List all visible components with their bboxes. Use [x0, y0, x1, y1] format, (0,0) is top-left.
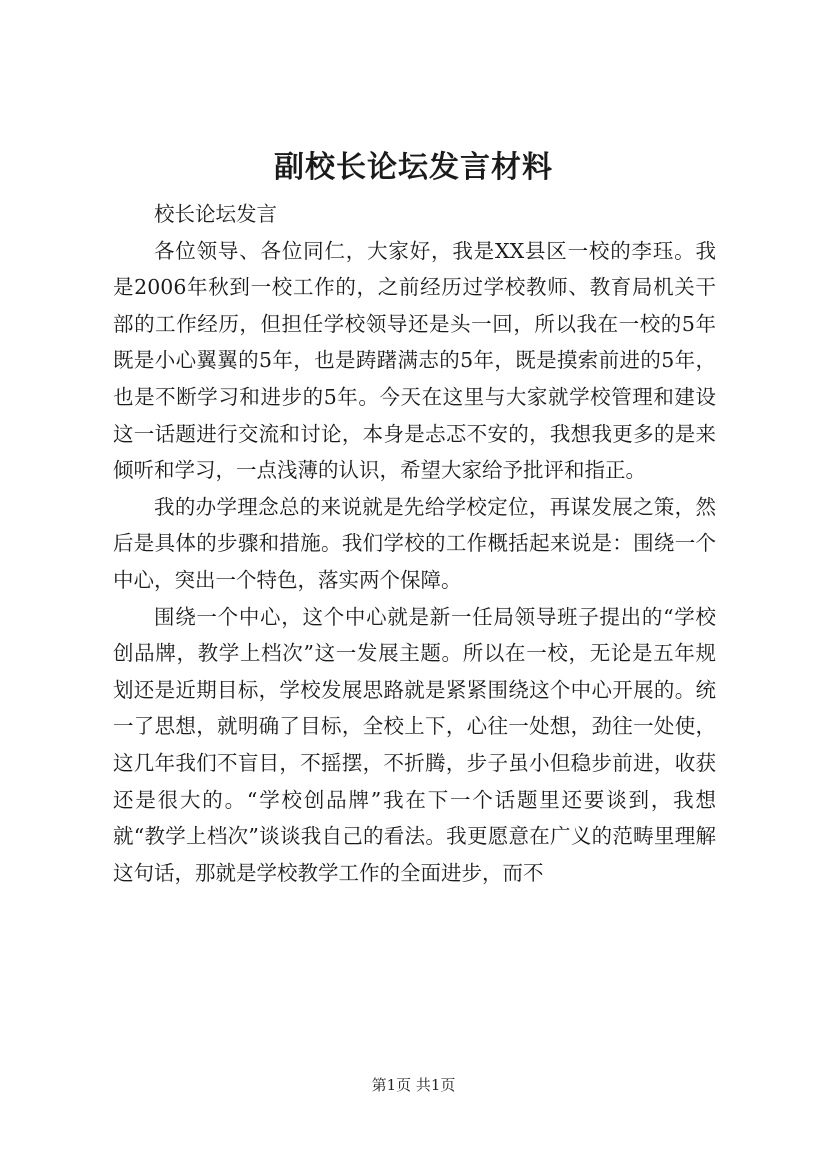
document-title: 副校长论坛发言材料 [274, 150, 553, 185]
paragraph: 围绕一个中心，这个中心就是新一任局领导班子提出的“学校创品牌，教学上档次”这一发展主题。所以在一校，无论是五年规划还是近期目标，学校发展思路就是紧紧围绕这个中心开展的。统一了思想，就明确了目标，全校上下，心往一处想，劲往一处使，这几年我们不盲目，不摇摆，不折腾，步子虽小但稳步前进，收获还是很大的。“学校创品牌”我在下一个话题里还要谈到，我想就“教学上档次”谈谈我自己的看法。我更愿意在广义的范畴里理解这句话，那就是学校教学工作的全面进步，而不 [113, 604, 716, 885]
document-body [113, 196, 716, 891]
paragraph: 我的办学理念总的来说就是先给学校定位，再谋发展之策，然后是具体的步骤和措施。我们学校的工作概括起来说是：围绕一个中心，突出一个特色，落实两个保障。 [113, 494, 716, 592]
page-number-footer: 第1页 共1页 [371, 1076, 456, 1094]
paragraph: 各位领导、各位同仁，大家好，我是XX县区一校的李珏。我是2006年秋到一校工作的，之前经历过学校教师、教育局机关干部的工作经历，但担任学校领导还是头一回，所以我在一校的5年既是小心翼翼的5年，也是踌躇满志的5年，既是摸索前进的5年，也是不断学习和进步的5年。今天在这里与大家就学校管理和建设这一话题进行交流和讨论，本身是忐忑不安的，我想我更多的是来倾听和学习，一点浅薄的认识，希望大家给予批评和指正。 [113, 238, 716, 483]
paragraph-subtitle: 校长论坛发言 [154, 202, 277, 226]
